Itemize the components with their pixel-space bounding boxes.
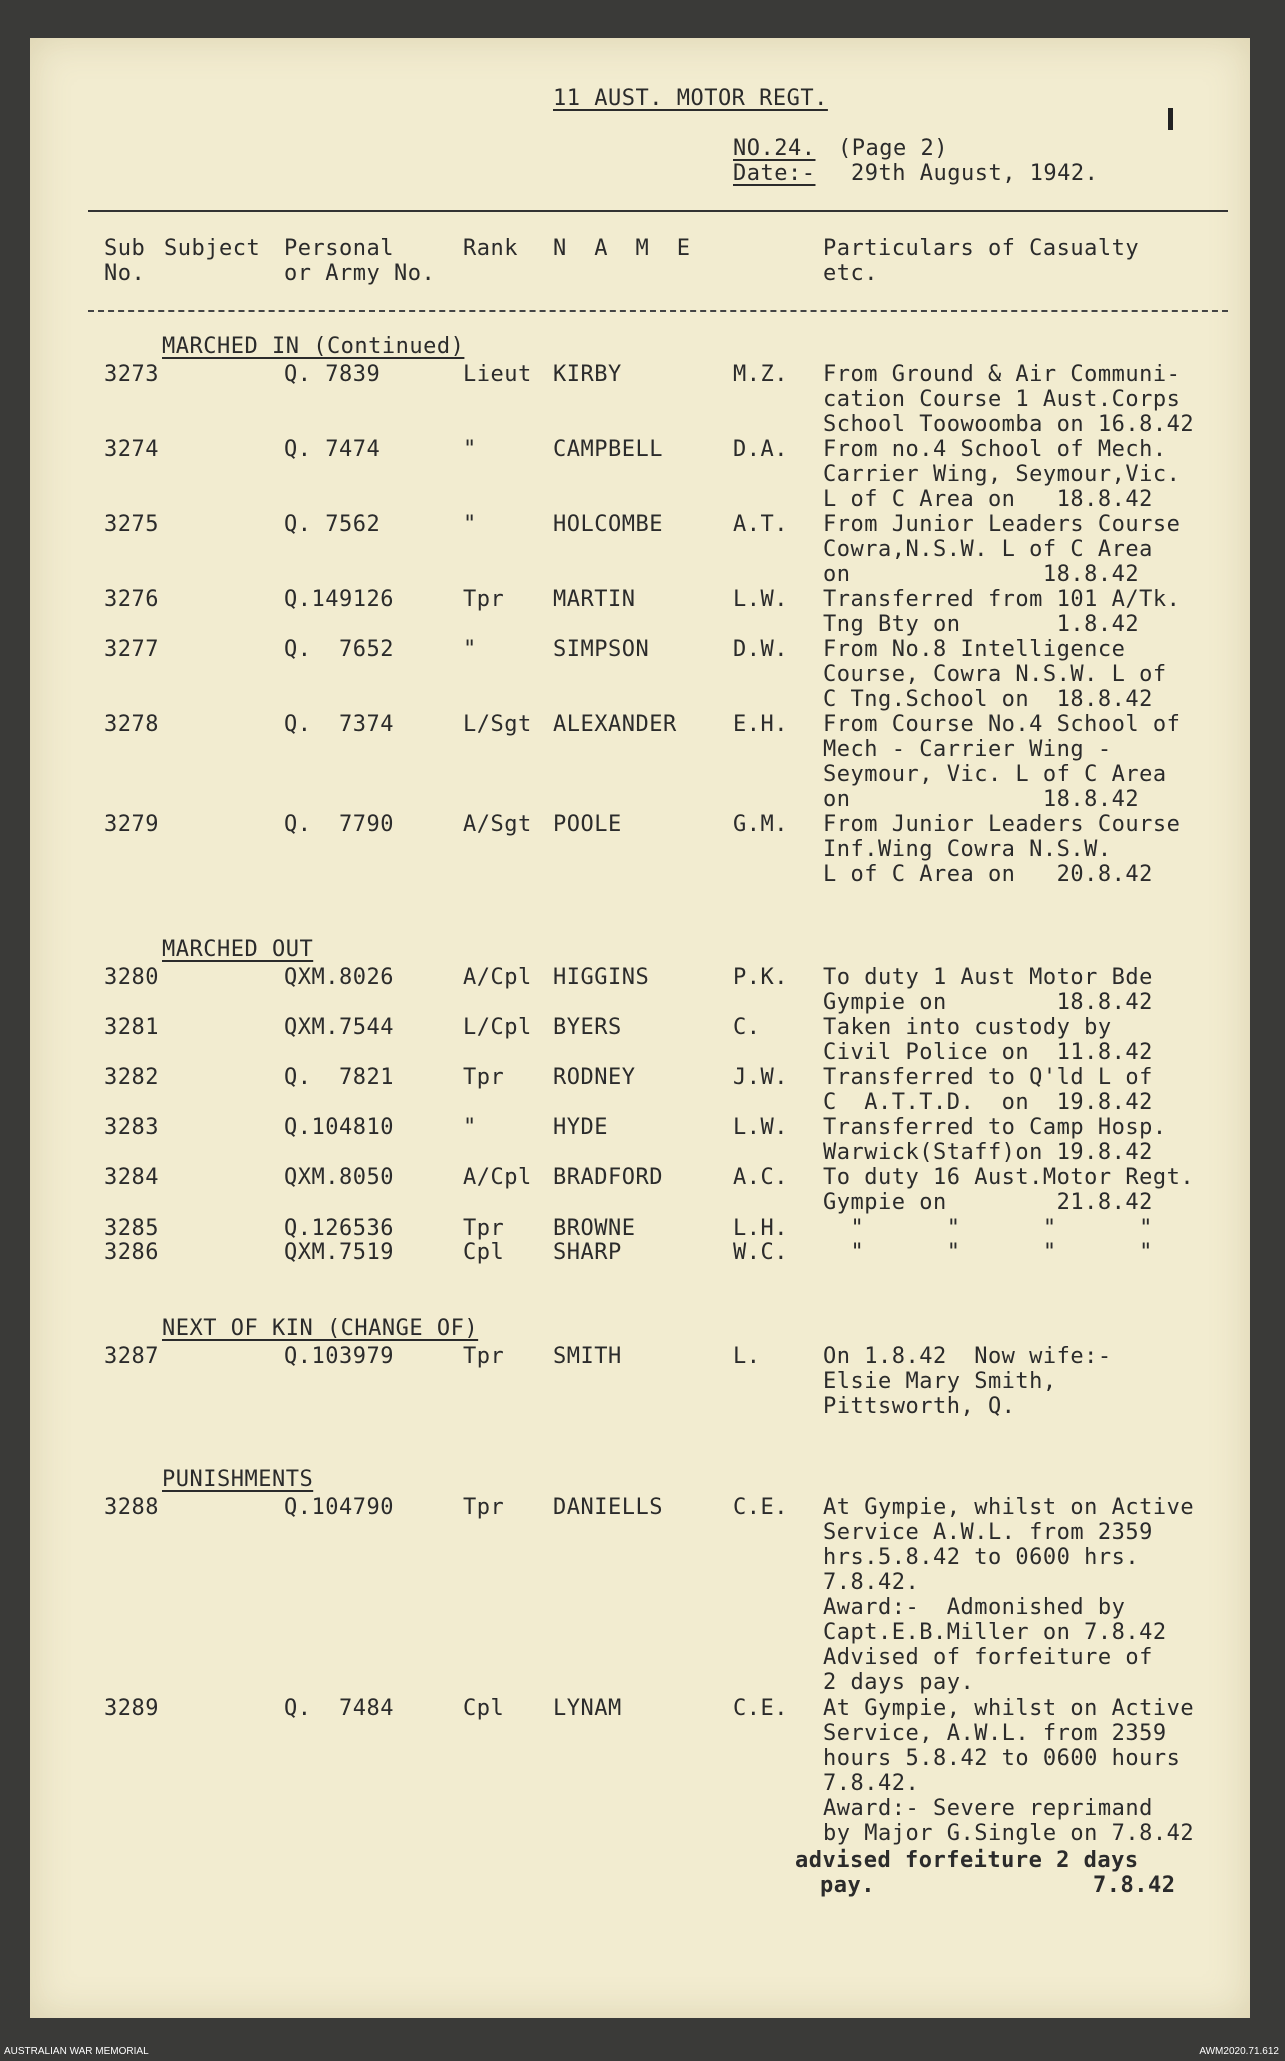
header-no: No. [104, 261, 146, 286]
rank: Tpr [463, 1216, 505, 1241]
surname: HOLCOMBE [553, 512, 663, 537]
particulars-line: Warwick(Staff)on 19.8.42 [823, 1140, 1153, 1165]
army-number: QXM.8050 [284, 1165, 394, 1190]
particulars-line: 2 days pay. [823, 1670, 975, 1695]
document-title: 11 AUST. MOTOR REGT. [553, 86, 828, 111]
sub-number: 3274 [104, 437, 159, 462]
initials: A.C. [733, 1165, 788, 1190]
header-sub: Sub [104, 236, 146, 261]
sub-number: 3279 [104, 812, 159, 837]
surname: DANIELLS [553, 1495, 663, 1520]
particulars-line: L of C Area on 18.8.42 [823, 487, 1153, 512]
particulars-line: Tng Bty on 1.8.42 [823, 612, 1140, 637]
particulars-line: At Gympie, whilst on Active [823, 1495, 1195, 1520]
rank: Tpr [463, 1065, 505, 1090]
sub-number: 3288 [104, 1495, 159, 1520]
initials: L.W. [733, 587, 788, 612]
particulars-line: To duty 16 Aust.Motor Regt. [823, 1165, 1195, 1190]
page-number: (Page 2) [838, 136, 948, 161]
army-number: QXM.7519 [284, 1240, 394, 1265]
army-number: Q. 7474 [284, 437, 381, 462]
particulars-line: Transferred to Q'ld L of [823, 1065, 1153, 1090]
surname: KIRBY [553, 362, 622, 387]
section-marched-out: MARCHED OUT [162, 937, 314, 962]
particulars-line: Award:- Admonished by [823, 1595, 1126, 1620]
ink-mark [1168, 108, 1173, 130]
sub-number: 3276 [104, 587, 159, 612]
initials: P.K. [733, 965, 788, 990]
particulars-line: on 18.8.42 [823, 562, 1140, 587]
initials: W.C. [733, 1240, 788, 1265]
surname: POOLE [553, 812, 622, 837]
rank: L/Cpl [463, 1015, 532, 1040]
surname: HIGGINS [553, 965, 650, 990]
particulars-line: 7.8.42. [823, 1570, 920, 1595]
header-subject: Subject [164, 236, 261, 261]
footer-institution: AUSTRALIAN WAR MEMORIAL [4, 2046, 149, 2057]
particulars-line: From Junior Leaders Course [823, 512, 1181, 537]
particulars-line: Pittsworth, Q. [823, 1394, 1016, 1419]
initials: C. [733, 1015, 761, 1040]
particulars-line: School Toowoomba on 16.8.42 [823, 412, 1195, 437]
rank: " [463, 512, 477, 537]
date-label: Date:- [733, 161, 816, 186]
surname: RODNEY [553, 1065, 636, 1090]
particulars-line: C A.T.T.D. on 19.8.42 [823, 1090, 1153, 1115]
particulars-line: Transferred from 101 A/Tk. [823, 587, 1181, 612]
army-number: QXM.8026 [284, 965, 394, 990]
particulars-line: From Course No.4 School of [823, 712, 1181, 737]
date-value: 29th August, 1942. [851, 161, 1099, 186]
sub-number: 3277 [104, 637, 159, 662]
rank: Cpl [463, 1240, 505, 1265]
surname: BRADFORD [553, 1165, 663, 1190]
rank: A/Cpl [463, 1165, 532, 1190]
header-etc: etc. [823, 261, 878, 286]
rank: Tpr [463, 1344, 505, 1369]
particulars-line: Service A.W.L. from 2359 [823, 1520, 1153, 1545]
sub-number: 3283 [104, 1115, 159, 1140]
army-number: Q. 7562 [284, 512, 381, 537]
surname: BROWNE [553, 1216, 636, 1241]
surname: SIMPSON [553, 637, 650, 662]
particulars-line: " " " " [823, 1240, 1153, 1265]
initials: L.H. [733, 1216, 788, 1241]
particulars-line: Gympie on 18.8.42 [823, 990, 1153, 1015]
rank: L/Sgt [463, 712, 532, 737]
particulars-line: Award:- Severe reprimand [823, 1796, 1153, 1821]
handwritten-line-3: 7.8.42 [1093, 1873, 1176, 1898]
surname: SHARP [553, 1240, 622, 1265]
particulars-line: Transferred to Camp Hosp. [823, 1115, 1167, 1140]
particulars-line: Course, Cowra N.S.W. L of [823, 662, 1167, 687]
initials: D.A. [733, 437, 788, 462]
particulars-line: hours 5.8.42 to 0600 hours [823, 1746, 1181, 1771]
initials: J.W. [733, 1065, 788, 1090]
army-number: Q. 7839 [284, 362, 381, 387]
header-army-no: or Army No. [284, 261, 436, 286]
army-number: QXM.7544 [284, 1015, 394, 1040]
sub-number: 3281 [104, 1015, 159, 1040]
surname: CAMPBELL [553, 437, 663, 462]
surname: SMITH [553, 1344, 622, 1369]
particulars-line: C Tng.School on 18.8.42 [823, 687, 1153, 712]
particulars-line: " " " " [823, 1216, 1153, 1241]
sub-number: 3275 [104, 512, 159, 537]
army-number: Q. 7790 [284, 812, 394, 837]
rank: Tpr [463, 587, 505, 612]
sub-number: 3284 [104, 1165, 159, 1190]
order-number: NO.24. [733, 136, 816, 161]
rank: " [463, 637, 477, 662]
section-punishments: PUNISHMENTS [162, 1467, 314, 1492]
sub-number: 3287 [104, 1344, 159, 1369]
particulars-line: Civil Police on 11.8.42 [823, 1040, 1153, 1065]
initials: C.E. [733, 1696, 788, 1721]
particulars-line: From No.8 Intelligence [823, 637, 1126, 662]
army-number: Q.103979 [284, 1344, 394, 1369]
header-personal: Personal [284, 236, 394, 261]
surname: LYNAM [553, 1696, 622, 1721]
particulars-line: On 1.8.42 Now wife:- [823, 1344, 1112, 1369]
surname: BYERS [553, 1015, 622, 1040]
sub-number: 3280 [104, 965, 159, 990]
rank: " [463, 1115, 477, 1140]
particulars-line: Elsie Mary Smith, [823, 1369, 1057, 1394]
initials: G.M. [733, 812, 788, 837]
rank: " [463, 437, 477, 462]
particulars-line: hrs.5.8.42 to 0600 hrs. [823, 1545, 1140, 1570]
sub-number: 3282 [104, 1065, 159, 1090]
rank: Cpl [463, 1696, 505, 1721]
particulars-line: Service, A.W.L. from 2359 [823, 1721, 1167, 1746]
army-number: Q.149126 [284, 587, 394, 612]
particulars-line: From Ground & Air Communi- [823, 362, 1181, 387]
header-particulars: Particulars of Casualty [823, 236, 1140, 261]
sub-number: 3286 [104, 1240, 159, 1265]
surname: HYDE [553, 1115, 608, 1140]
army-number: Q.104790 [284, 1495, 394, 1520]
handwritten-line-1: advised forfeiture 2 days [795, 1848, 1139, 1873]
section-marched-in: MARCHED IN (Continued) [162, 334, 465, 359]
header-rank: Rank [463, 236, 518, 261]
particulars-line: Carrier Wing, Seymour,Vic. [823, 462, 1181, 487]
footer-reference: AWM2020.71.612 [1199, 2046, 1279, 2057]
army-number: Q. 7374 [284, 712, 394, 737]
particulars-line: by Major G.Single on 7.8.42 [823, 1821, 1195, 1846]
surname: MARTIN [553, 587, 636, 612]
particulars-line: L of C Area on 20.8.42 [823, 862, 1153, 887]
particulars-line: From Junior Leaders Course [823, 812, 1181, 837]
initials: A.T. [733, 512, 788, 537]
header-rule [88, 210, 1228, 212]
particulars-line: Cowra,N.S.W. L of C Area [823, 537, 1153, 562]
particulars-line: Inf.Wing Cowra N.S.W. [823, 837, 1112, 862]
particulars-line: Seymour, Vic. L of C Area [823, 762, 1167, 787]
column-header-rule [88, 310, 1228, 312]
particulars-line: Gympie on 21.8.42 [823, 1190, 1153, 1215]
section-next-of-kin: NEXT OF KIN (CHANGE OF) [162, 1316, 479, 1341]
sub-number: 3285 [104, 1216, 159, 1241]
rank: Tpr [463, 1495, 505, 1520]
initials: M.Z. [733, 362, 788, 387]
sub-number: 3289 [104, 1696, 159, 1721]
rank: Lieut [463, 362, 532, 387]
particulars-line: Taken into custody by [823, 1015, 1112, 1040]
initials: E.H. [733, 712, 788, 737]
particulars-line: Advised of forfeiture of [823, 1645, 1153, 1670]
handwritten-line-2: pay. [820, 1873, 875, 1898]
particulars-line: on 18.8.42 [823, 787, 1140, 812]
header-name: N A M E [553, 236, 691, 261]
surname: ALEXANDER [553, 712, 677, 737]
particulars-line: Mech - Carrier Wing - [823, 737, 1112, 762]
particulars-line: At Gympie, whilst on Active [823, 1696, 1195, 1721]
rank: A/Sgt [463, 812, 532, 837]
initials: L. [733, 1344, 761, 1369]
initials: L.W. [733, 1115, 788, 1140]
army-number: Q. 7821 [284, 1065, 394, 1090]
particulars-line: 7.8.42. [823, 1771, 920, 1796]
particulars-line: From no.4 School of Mech. [823, 437, 1167, 462]
sub-number: 3278 [104, 712, 159, 737]
particulars-line: cation Course 1 Aust.Corps [823, 387, 1181, 412]
rank: A/Cpl [463, 965, 532, 990]
army-number: Q.126536 [284, 1216, 394, 1241]
army-number: Q.104810 [284, 1115, 394, 1140]
initials: C.E. [733, 1495, 788, 1520]
initials: D.W. [733, 637, 788, 662]
army-number: Q. 7652 [284, 637, 394, 662]
particulars-line: Capt.E.B.Miller on 7.8.42 [823, 1620, 1167, 1645]
particulars-line: To duty 1 Aust Motor Bde [823, 965, 1153, 990]
army-number: Q. 7484 [284, 1696, 394, 1721]
sub-number: 3273 [104, 362, 159, 387]
